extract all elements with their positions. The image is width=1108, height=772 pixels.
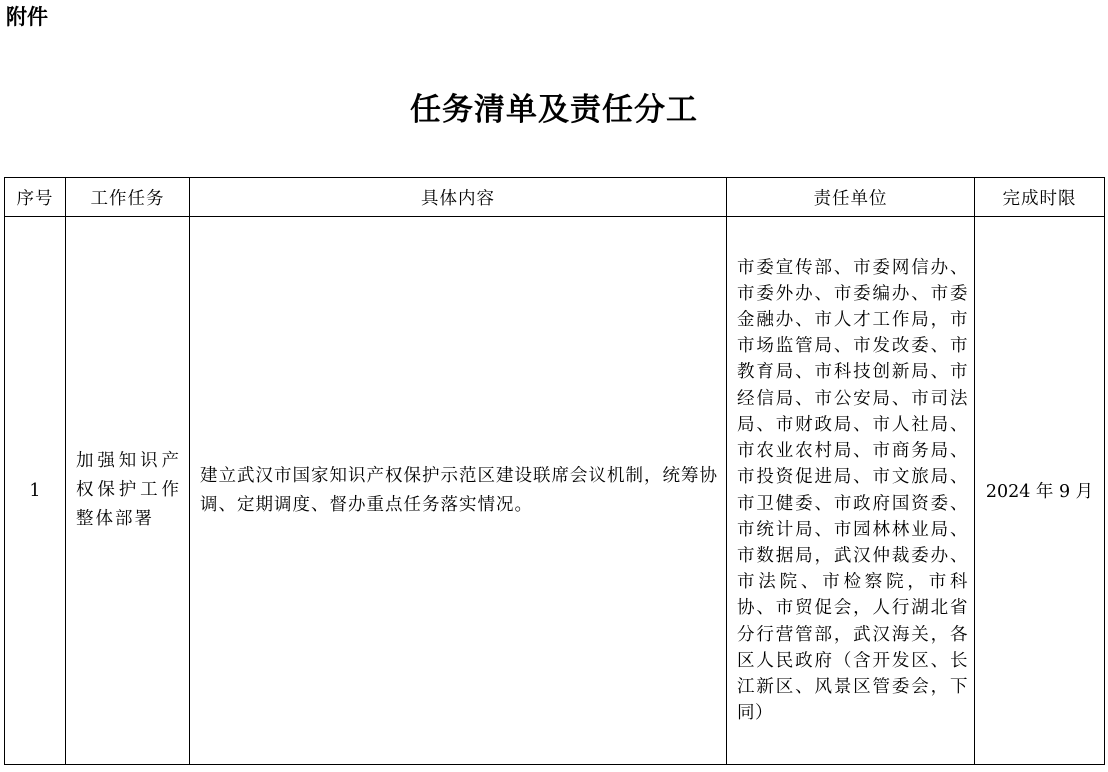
cell-content: 建立武汉市国家知识产权保护示范区建设联席会议机制，统筹协调、定期调度、督办重点任务落实情况。 [190, 217, 727, 765]
header-content: 具体内容 [190, 178, 727, 217]
cell-responsible-units: 市委宣传部、市委网信办、市委外办、市委编办、市委金融办、市人才工作局，市市场监管局、市发改委、市教育局、市科技创新局、市经信局、市公安局、市司法局、市财政局、市人社局、市农业农村局、市商务局、市投资促进局、市文旅局、市卫健委、市政府国资委、市统计局、市园林林业局、市数据局，武汉仲裁委办、市法院、市检察院，市科协、市贸促会，人行湖北省分行营管部，武汉海关，各区人民政府（含开发区、长江新区、风景区管委会，下同） [727, 217, 975, 765]
header-responsible-unit: 责任单位 [727, 178, 975, 217]
document-title: 任务清单及责任分工 [410, 92, 698, 128]
cell-seq: 1 [5, 217, 66, 765]
attachment-label: 附件 [6, 5, 48, 29]
header-task: 工作任务 [66, 178, 190, 217]
header-deadline: 完成时限 [975, 178, 1105, 217]
cell-deadline: 2024 年 9 月 [975, 217, 1105, 765]
cell-task: 加强知识产权保护工作整体部署 [66, 217, 190, 765]
header-seq: 序号 [5, 178, 66, 217]
task-table [4, 177, 1105, 765]
table-row [5, 217, 1105, 765]
table-header-row [5, 178, 1105, 217]
